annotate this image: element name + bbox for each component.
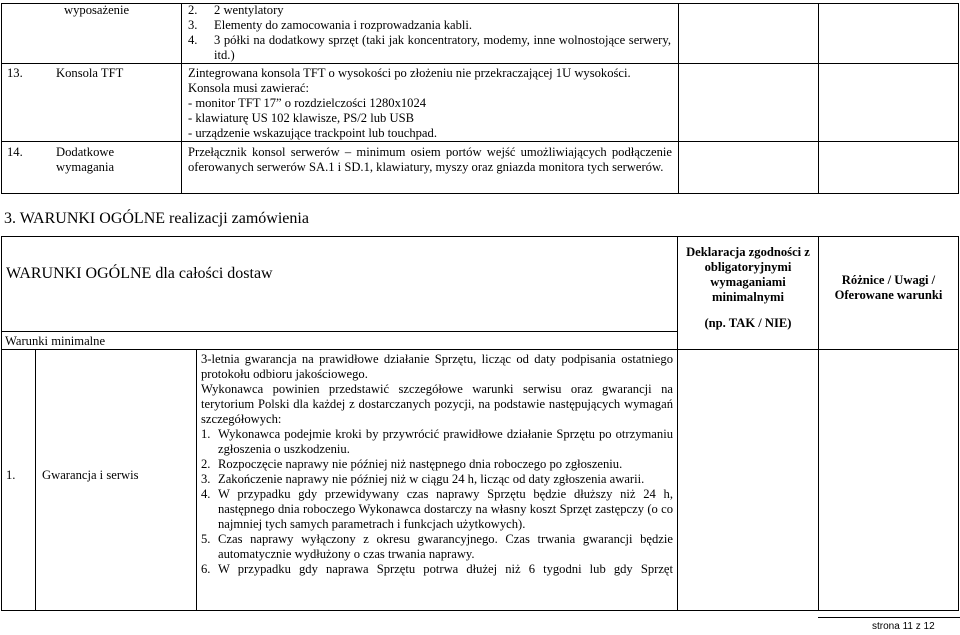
row-content — [188, 66, 671, 141]
list-item: 2. Rozpoczęcie naprawy nie później niż następnego dnia roboczego po zgłoszeniu. — [201, 457, 623, 471]
section-heading: 3. WARUNKI OGÓLNE realizacji zamówienia — [4, 210, 309, 227]
paragraph: Wykonawca powinien przedstawić szczegółowe warunki serwisu oraz gwarancji na terytorium Polski dla każdej z dostarczanych pozycji, na podstawie następujących wymagań szczegółowych: — [201, 382, 673, 426]
list-item: 4. 3 półki na dodatkowy sprzęt (taki jak koncentratory, modemy, inne wolnostojące serwery, itd.) — [188, 33, 671, 62]
text-line: Zintegrowana konsola TFT o wysokości po złożeniu nie przekraczającej 1U wysokości. — [188, 66, 631, 80]
footer-rule — [818, 617, 960, 618]
list-item: 1. Wykonawca podejmie kroki by przywrócić prawidłowe działanie Sprzętu po otrzymaniu zgłoszenia o uszkodzeniu. — [201, 427, 673, 456]
row-divider — [1, 141, 959, 142]
row-content: Przełącznik konsol serwerów – minimum osiem portów wejść umożliwiających podłączenie oferowanych serwerów SA.1 i SD.1, klawiatury, myszy oraz gniazda monitora tych serwerów. — [188, 145, 672, 174]
row-divider — [1, 193, 959, 194]
list-item: 3. Zakończenie naprawy nie później niż w ciągu 24 h, licząc od daty zgłoszenia awarii. — [201, 472, 645, 486]
page-number: strona 11 z 12 — [872, 621, 935, 632]
list-item: 5. Czas naprawy wyłączony z okresu gwarancyjnego. Czas trwania gwarancji będzie automatycznie wydłużony o czas trwania naprawy. — [201, 532, 673, 561]
row-divider — [1, 331, 677, 332]
wyposazenie-label: wyposażenie — [64, 3, 130, 17]
row-number: 1. — [6, 468, 16, 482]
list-item: 2. 2 wentylatory — [188, 3, 284, 17]
col-divider — [958, 236, 959, 611]
col-divider — [818, 236, 819, 611]
header-deklaracja-sub: (np. TAK / NIE) — [704, 316, 792, 330]
text-line: Konsola musi zawierać: — [188, 81, 309, 95]
col-divider — [181, 3, 182, 194]
text-line: - klawiaturę US 102 klawisze, PS/2 lub USB — [188, 111, 414, 125]
col-divider — [1, 3, 2, 194]
col-divider — [818, 3, 819, 194]
list-item: 3. Elementy do zamocowania i rozprowadzania kabli. — [188, 18, 473, 32]
table-border — [1, 236, 959, 237]
wyposazenie-list — [188, 3, 671, 63]
warunki-subheader: Warunki minimalne — [5, 334, 106, 348]
row-label: Dodatkowe wymagania — [56, 145, 115, 174]
row-label: Gwarancja i serwis — [42, 468, 139, 482]
row-content — [201, 352, 673, 577]
row-number: 13. — [7, 66, 23, 80]
text-line: - urządzenie wskazujące trackpoint lub touchpad. — [188, 126, 437, 140]
text-line: - monitor TFT 17” o rozdzielczości 1280x1024 — [188, 96, 427, 110]
list-item: 6. W przypadku gdy naprawa Sprzętu potrwa dłużej niż 6 tygodni lub gdy Sprzęt — [201, 562, 673, 576]
table-border — [1, 610, 959, 611]
header-deklaracja: Deklaracja zgodności z obligatoryjnymi wymaganiami minimalnymi — [686, 245, 810, 304]
row-number: 14. — [7, 145, 23, 159]
row-divider — [1, 349, 959, 350]
col-divider — [35, 349, 36, 611]
list-item: 4. W przypadku gdy przewidywany czas naprawy Sprzętu będzie dłuższy niż 24 h, następnego dnia roboczego Wykonawca dostarczy na własny koszt Sprzęt zastępczy (o co najmniej tych samych parametrach i funkcjach użytkowych). — [201, 487, 673, 531]
row-label: Konsola TFT — [56, 66, 124, 80]
col-divider — [958, 3, 959, 194]
col-divider — [677, 236, 678, 611]
col-divider — [196, 349, 197, 611]
warunki-title: WARUNKI OGÓLNE dla całości dostaw — [6, 265, 273, 282]
row-divider — [1, 63, 959, 64]
col-divider — [678, 3, 679, 194]
col-divider — [1, 236, 2, 611]
requirements-list — [201, 427, 673, 577]
header-roznice: Różnice / Uwagi / Oferowane warunki — [834, 273, 943, 302]
paragraph: 3-letnia gwarancja na prawidłowe działanie Sprzętu, licząc od daty podpisania ostatniego protokołu odbioru jakościowego. — [201, 352, 673, 381]
